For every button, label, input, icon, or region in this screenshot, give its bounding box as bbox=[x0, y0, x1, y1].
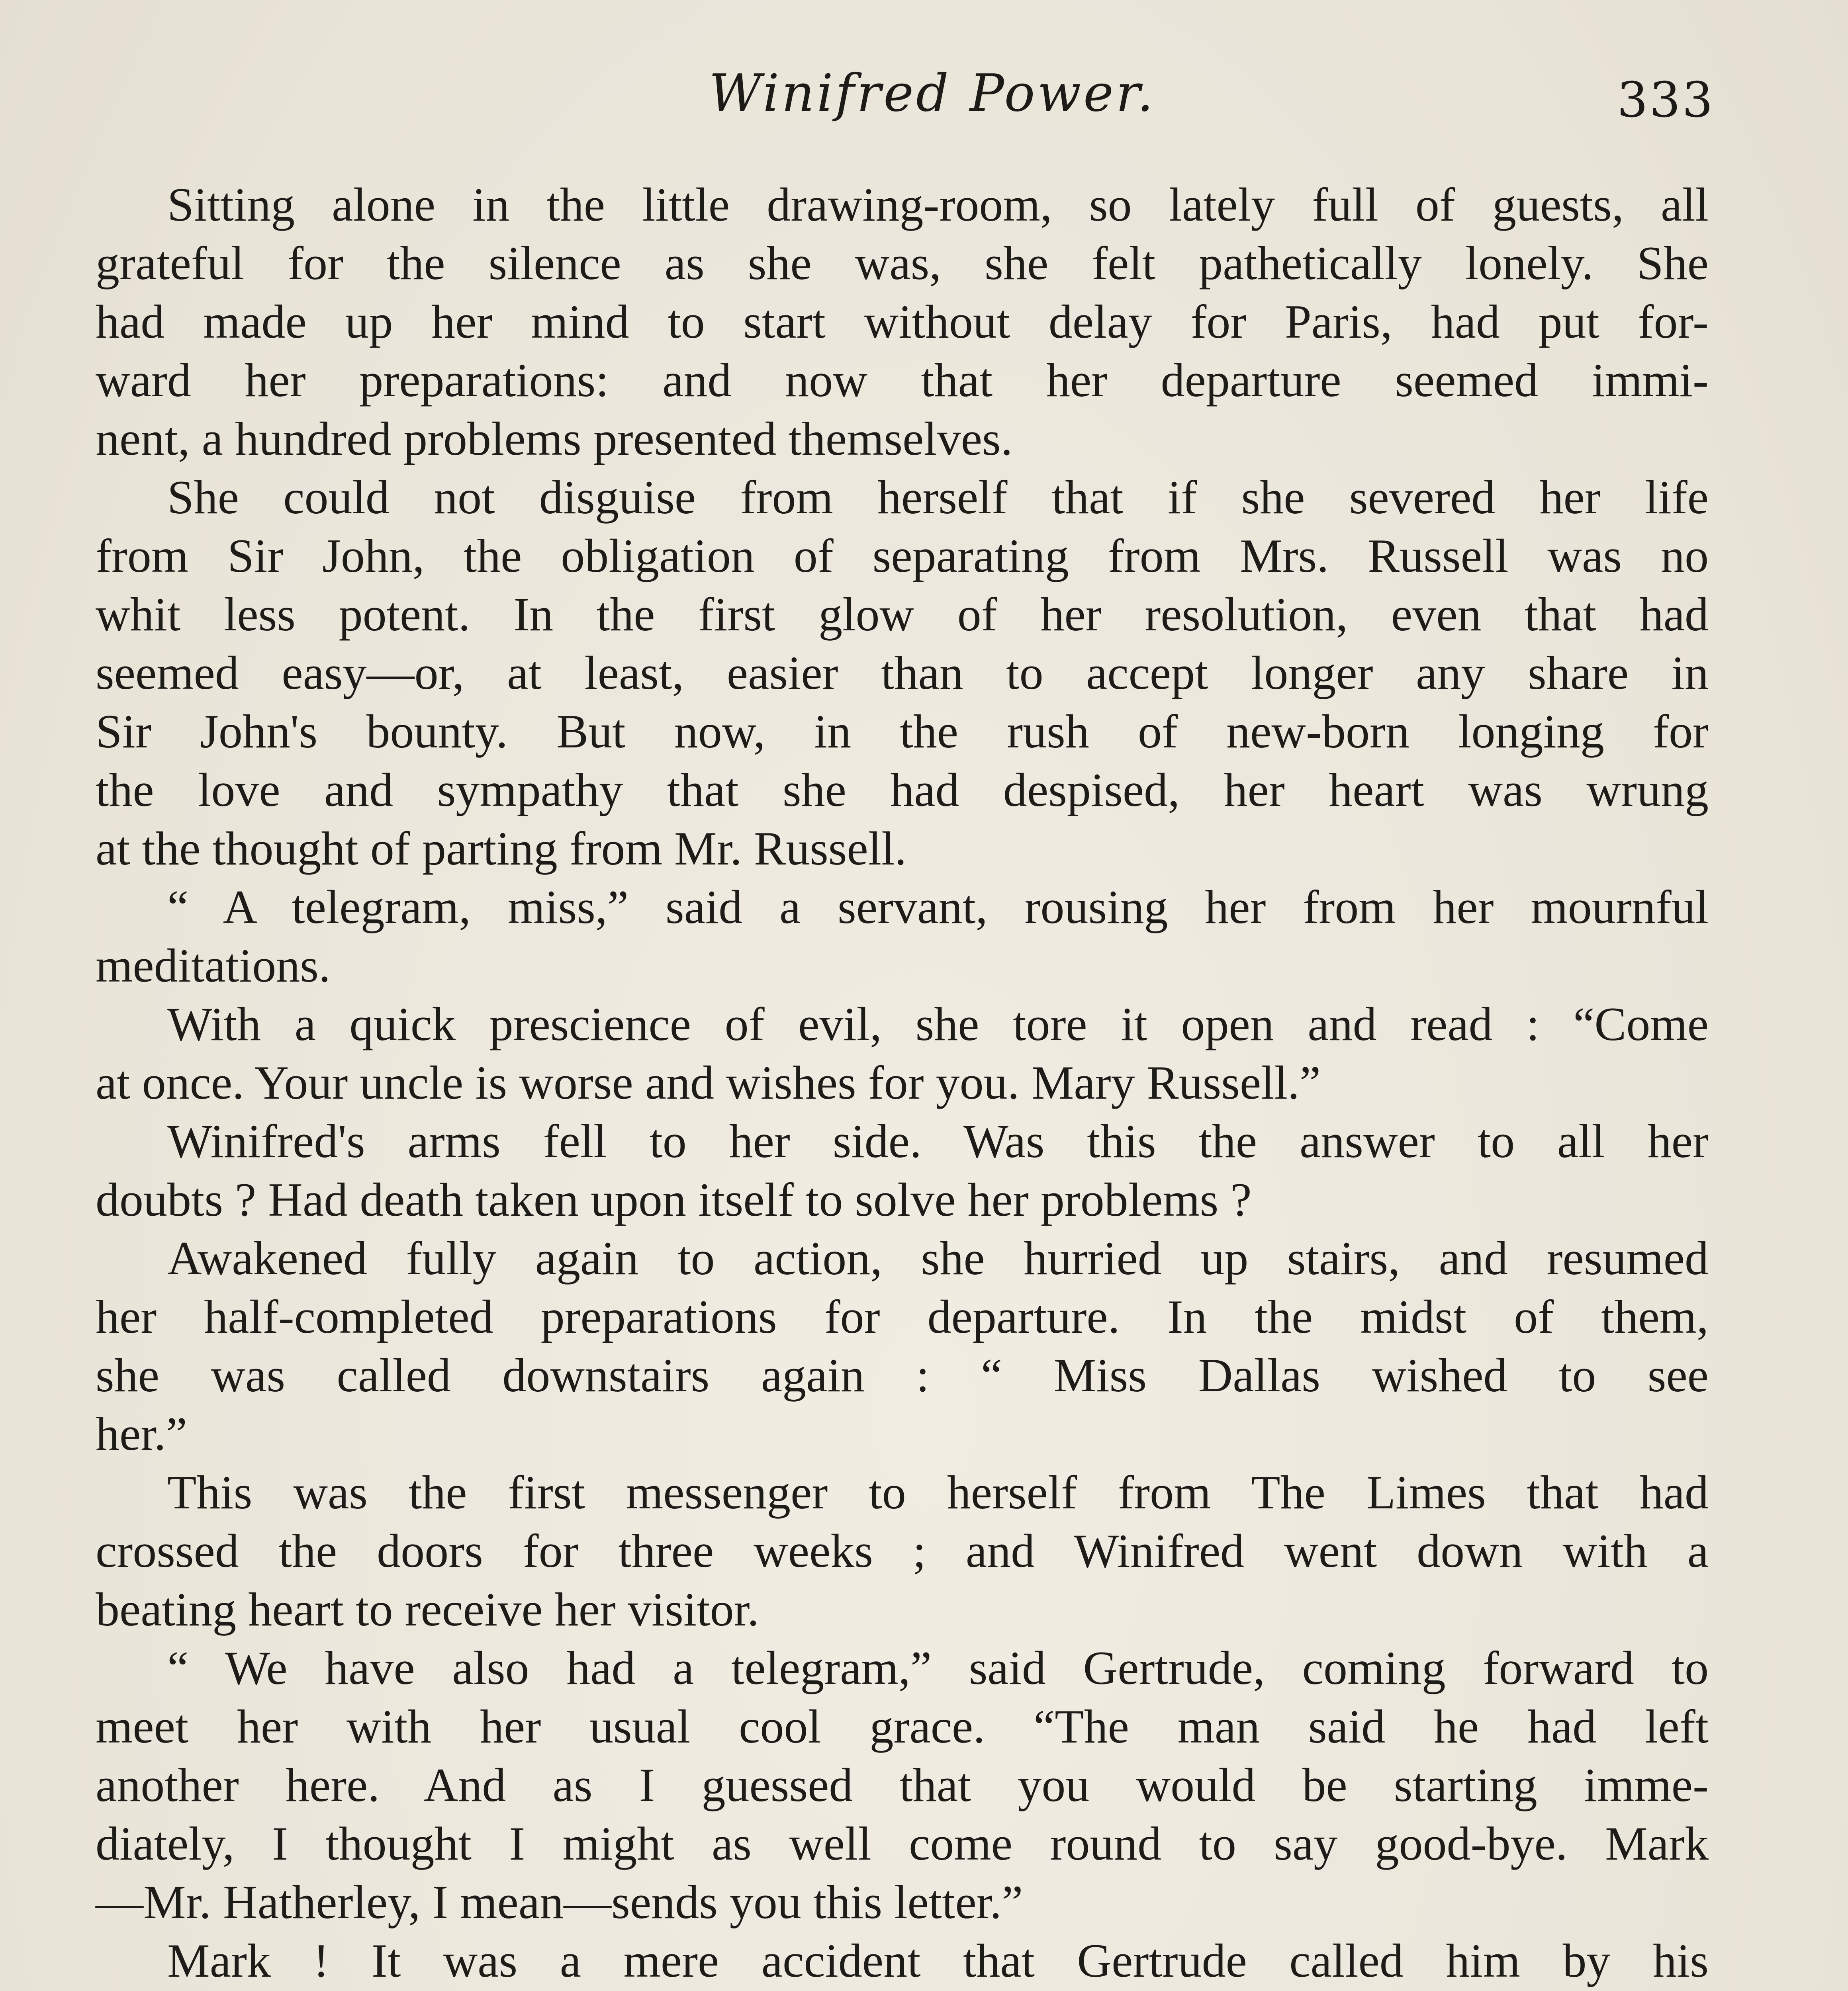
text-line: Mark ! It was a mere accident that Gertrude called him by his bbox=[167, 1934, 1709, 1987]
body-text bbox=[96, 175, 1709, 1991]
text-line: Winifred's arms fell to her side. Was this the answer to all her bbox=[167, 1115, 1709, 1168]
text-line: the love and sympathy that she had despised, her heart was wrung bbox=[96, 763, 1709, 816]
text-line: meditations. bbox=[96, 939, 331, 992]
text-line: seemed easy—or, at least, easier than to accept longer any share in bbox=[96, 646, 1709, 699]
text-line: beating heart to receive her visitor. bbox=[96, 1583, 759, 1636]
text-line: whit less potent. In the first glow of her resolution, even that had bbox=[96, 588, 1709, 641]
text-line: another here. And as I guessed that you would be starting imme- bbox=[96, 1758, 1709, 1811]
text-line: Awakened fully again to action, she hurried up stairs, and resumed bbox=[167, 1232, 1709, 1285]
text-line: “ A telegram, miss,” said a servant, rousing her from her mournful bbox=[167, 880, 1709, 933]
page-header bbox=[0, 48, 1848, 151]
text-line: she was called downstairs again : “ Miss Dallas wished to see bbox=[96, 1349, 1709, 1402]
text-line: She could not disguise from herself that if she severed her life bbox=[167, 471, 1709, 524]
text-line: Sir John's bounty. But now, in the rush of new-born longing for bbox=[96, 705, 1709, 758]
text-line: diately, I thought I might as well come round to say good-bye. Mark bbox=[96, 1817, 1709, 1870]
text-line: had made up her mind to start without delay for Paris, had put for- bbox=[96, 295, 1709, 348]
text-line: doubts ? Had death taken upon itself to solve her problems ? bbox=[96, 1173, 1252, 1226]
text-line: “ We have also had a telegram,” said Gertrude, coming forward to bbox=[167, 1641, 1709, 1694]
text-line: nent, a hundred problems presented themselves. bbox=[96, 412, 1013, 465]
text-line: —Mr. Hatherley, I mean—sends you this letter.” bbox=[96, 1876, 1023, 1928]
text-line: at once. Your uncle is worse and wishes for you. Mary Russell.” bbox=[96, 1056, 1321, 1109]
page-number: 333 bbox=[1617, 72, 1715, 128]
running-title: Winifred Power. bbox=[709, 64, 1156, 123]
text-line: Sitting alone in the little drawing-room, so lately full of guests, all bbox=[167, 178, 1709, 231]
text-line: her.” bbox=[96, 1407, 187, 1460]
text-line: With a quick prescience of evil, she tore it open and read : “Come bbox=[167, 997, 1709, 1050]
text-line: at the thought of parting from Mr. Russell. bbox=[96, 822, 907, 875]
text-line: This was the first messenger to herself from The Limes that had bbox=[167, 1466, 1709, 1519]
text-line: ward her preparations: and now that her departure seemed immi- bbox=[96, 354, 1709, 407]
text-line: meet her with her usual cool grace. “The man said he had left bbox=[96, 1700, 1709, 1753]
text-line: grateful for the silence as she was, she felt pathetically lonely. She bbox=[96, 237, 1709, 289]
text-line: crossed the doors for three weeks ; and Winifred went down with a bbox=[96, 1524, 1709, 1577]
text-line: her half-completed preparations for departure. In the midst of them, bbox=[96, 1290, 1709, 1343]
text-line: from Sir John, the obligation of separating from Mrs. Russell was no bbox=[96, 529, 1709, 582]
